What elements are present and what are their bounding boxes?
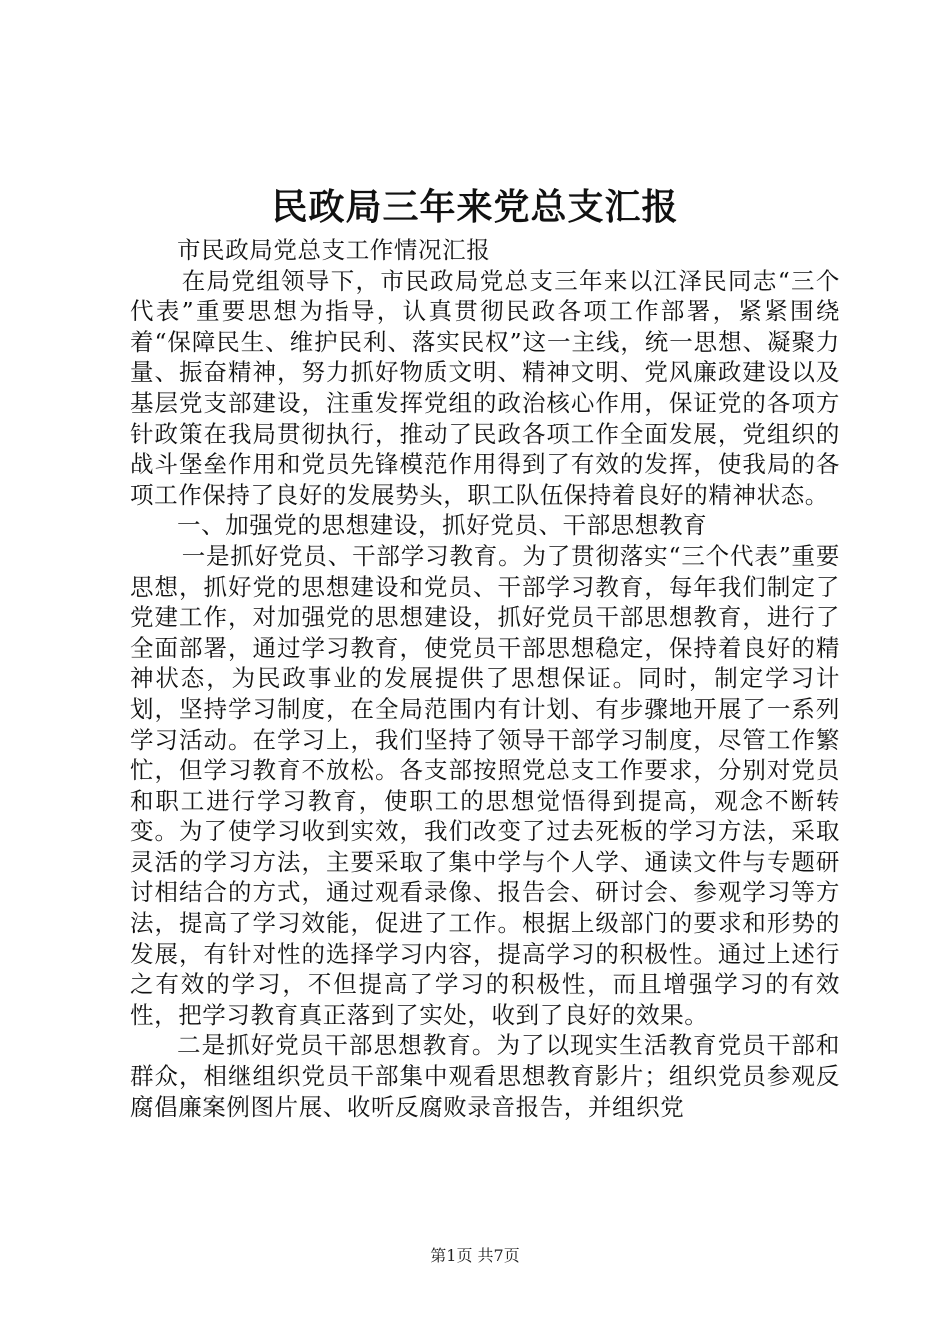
page-footer: 第1页 共7页 [430,1246,520,1265]
section-heading: 一、加强党的思想建设，抓好党员、干部思想教育 [177,511,708,540]
document-body [130,235,840,1122]
document-title: 民政局三年来党总支汇报 [271,187,679,228]
paragraph-subtitle: 市民政局党总支工作情况汇报 [177,236,491,264]
paragraph-study-education: 一是抓好党员、干部学习教育。为了贯彻落实“三个代表”重要思想，抓好党的思想建设和党员、干部学习教育，每年我们制定了党建工作，对加强党的思想建设，抓好党员干部思想教育，进行了全面部署，通过学习教育，使党员干部思想稳定，保持着良好的精神状态，为民政事业的发展提供了思想保证。同时，制定学习计划，坚持学习制度，在全局范围内有计划、有步骤地开展了一系列学习活动。在学习上，我们坚持了领导干部学习制度，尽管工作繁忙，但学习教育不放松。各支部按照党总支工作要求，分别对党员和职工进行学习教育，使职工的思想觉悟得到提高，观念不断转变。为了使学习收到实效，我们改变了过去死板的学习方法，采取灵活的学习方法，主要采取了集中学与个人学、通读文件与专题研讨相结合的方式，通过观看录像、报告会、研讨会、参观学习等方法，提高了学习效能，促进了工作。根据上级部门的要求和形势的发展，有针对性的选择学习内容，提高学习的积极性。通过上述行之有效的学习，不但提高了学习的积极性，而且增强学习的有效性，把学习教育真正落到了实处，收到了良好的效果。 [130,541,840,1029]
paragraph-ideological-education: 二是抓好党员干部思想教育。为了以现实生活教育党员干部和群众，相继组织党员干部集中观看思想教育影片；组织党员参观反腐倡廉案例图片展、收听反腐败录音报告，并组织党 [130,1031,840,1121]
paragraph-intro: 在局党组领导下，市民政局党总支三年来以江泽民同志“三个代表”重要思想为指导，认真贯彻民政各项工作部署，紧紧围绕着“保障民生、维护民利、落实民权”这一主线，统一思想、凝聚力量、振奋精神，努力抓好物质文明、精神文明、党风廉政建设以及基层党支部建设，注重发挥党组的政治核心作用，保证党的各项方针政策在我局贯彻执行，推动了民政各项工作全面发展，党组织的战斗堡垒作用和党员先锋模范作用得到了有效的发挥，使我局的各项工作保持了良好的发展势头，职工队伍保持着良好的精神状态。 [130,266,840,509]
